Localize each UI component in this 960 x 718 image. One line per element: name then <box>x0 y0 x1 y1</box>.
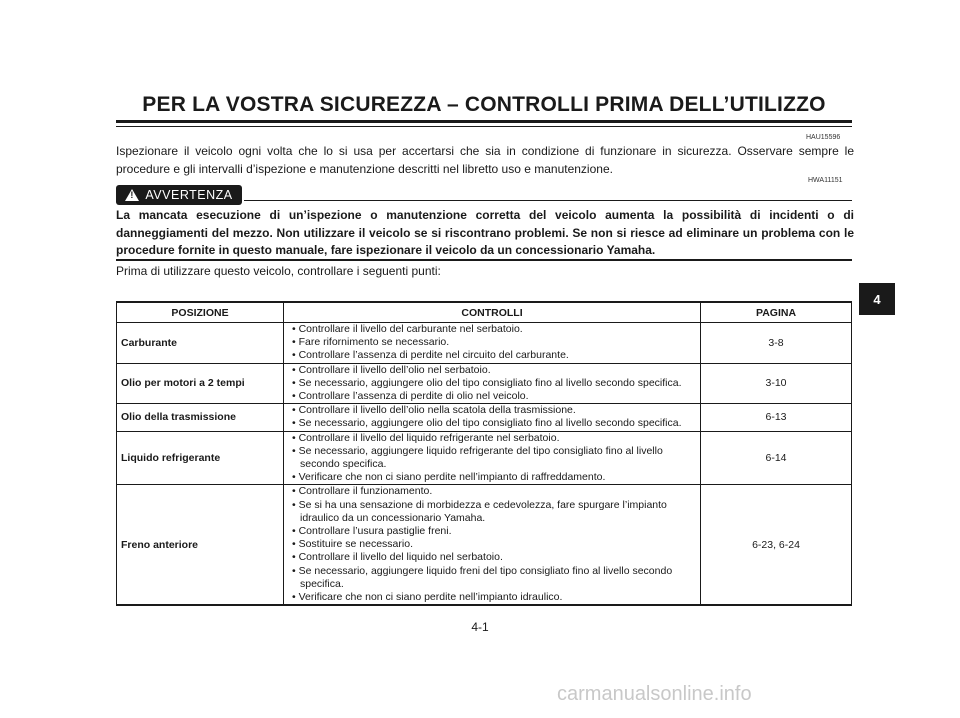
check-item: • Se necessario, aggiungere liquido refrigerante del tipo consigliato fino al livello secondo specifica. <box>292 444 663 471</box>
check-item: • Fare rifornimento se necessario. <box>292 336 450 349</box>
row-position: Olio per motori a 2 tempi <box>117 363 284 404</box>
row-position: Freno anteriore <box>117 485 284 605</box>
warning-code: HWA11151 <box>808 177 843 184</box>
check-item: • Controllare l’assenza di perdite di olio nel veicolo. <box>292 390 529 403</box>
checks-table <box>116 301 852 606</box>
check-item: • Sostituire se necessario. <box>292 538 413 551</box>
row-position: Carburante <box>117 323 284 364</box>
row-page: 3-10 <box>701 363 852 404</box>
check-item: • Se necessario, aggiungere olio del tipo consigliato fino al livello secondo specifica. <box>292 417 682 430</box>
row-checks <box>284 323 701 364</box>
header-position: POSIZIONE <box>117 302 284 323</box>
warning-badge <box>116 185 242 205</box>
page-title: PER LA VOSTRA SICUREZZA – CONTROLLI PRIMA DELL’UTILIZZO <box>142 93 826 116</box>
row-page: 6-23, 6-24 <box>701 485 852 605</box>
row-page: 6-13 <box>701 404 852 431</box>
intro-paragraph: Ispezionare il veicolo ogni volta che lo si usa per accertarsi che sia in condizione di funzionare in sicurezza. Osservare sempre le procedure e gli intervalli d’ispezione e manutenzione descritti nel libretto uso e manutenzione. <box>116 144 854 176</box>
row-position: Olio della trasmissione <box>117 404 284 431</box>
row-page: 3-8 <box>701 323 852 364</box>
check-item: • Verificare che non ci siano perdite nell’impianto idraulico. <box>292 591 563 604</box>
warning-rule <box>244 200 852 201</box>
check-item: • Controllare il funzionamento. <box>292 485 433 498</box>
check-item: • Controllare il livello del liquido refrigerante nel serbatoio. <box>292 431 560 444</box>
row-checks <box>284 485 701 605</box>
row-checks <box>284 404 701 431</box>
check-item: • Se necessario, aggiungere olio del tipo consigliato fino al livello secondo specifica. <box>292 376 682 389</box>
warning-rule-bottom <box>116 259 852 261</box>
table-row <box>117 485 852 605</box>
check-item: • Controllare l’usura pastiglie freni. <box>292 525 452 538</box>
check-item: • Controllare il livello del carburante nel serbatoio. <box>292 323 523 335</box>
title-rule <box>116 120 852 123</box>
table-row <box>117 323 852 364</box>
check-item: • Controllare l’assenza di perdite nel circuito del carburante. <box>292 349 569 362</box>
check-item: • Se si ha una sensazione di morbidezza e cedevolezza, fare spurgare l’impianto idraulico da un concessionario Yamaha. <box>292 498 667 524</box>
row-position: Liquido refrigerante <box>117 431 284 485</box>
table-row <box>117 431 852 485</box>
table-row <box>117 363 852 404</box>
page-number: 4-1 <box>471 620 489 634</box>
table-row <box>117 404 852 431</box>
lead-text: Prima di utilizzare questo veicolo, controllare i seguenti punti: <box>116 264 441 278</box>
warning-label: AVVERTENZA <box>145 188 233 202</box>
check-item: • Controllare il livello dell’olio nel serbatoio. <box>292 363 491 376</box>
warning-text: La mancata esecuzione di un’ispezione o manutenzione corretta del veicolo aumenta la possibilità di incidenti o di danneggiamenti del mezzo. Non utilizzare il veicolo se si riscontrano problemi. Se non si riesce ad eliminare un problema con le procedure fornite in questo manuale, fare ispezionare il veicolo da un concessionario Yamaha. <box>116 208 854 257</box>
check-item: • Controllare il livello del liquido nel serbatoio. <box>292 551 503 564</box>
table-header-row <box>117 302 852 323</box>
header-checks: CONTROLLI <box>284 302 701 323</box>
intro-code: HAU15596 <box>806 134 841 141</box>
check-item: • Controllare il livello dell’olio nella scatola della trasmissione. <box>292 404 576 417</box>
warning-triangle-icon <box>125 189 139 201</box>
row-page: 6-14 <box>701 431 852 485</box>
title-rule-thin <box>116 126 852 127</box>
check-item: • Verificare che non ci siano perdite nell’impianto di raffreddamento. <box>292 471 606 484</box>
header-page: PAGINA <box>701 302 852 323</box>
chapter-tab: 4 <box>859 283 895 315</box>
watermark: carmanualsonline.info <box>557 683 752 705</box>
row-checks <box>284 431 701 485</box>
check-item: • Se necessario, aggiungere liquido freni del tipo consigliato fino al livello secondo specifica. <box>292 564 673 590</box>
row-checks <box>284 363 701 404</box>
